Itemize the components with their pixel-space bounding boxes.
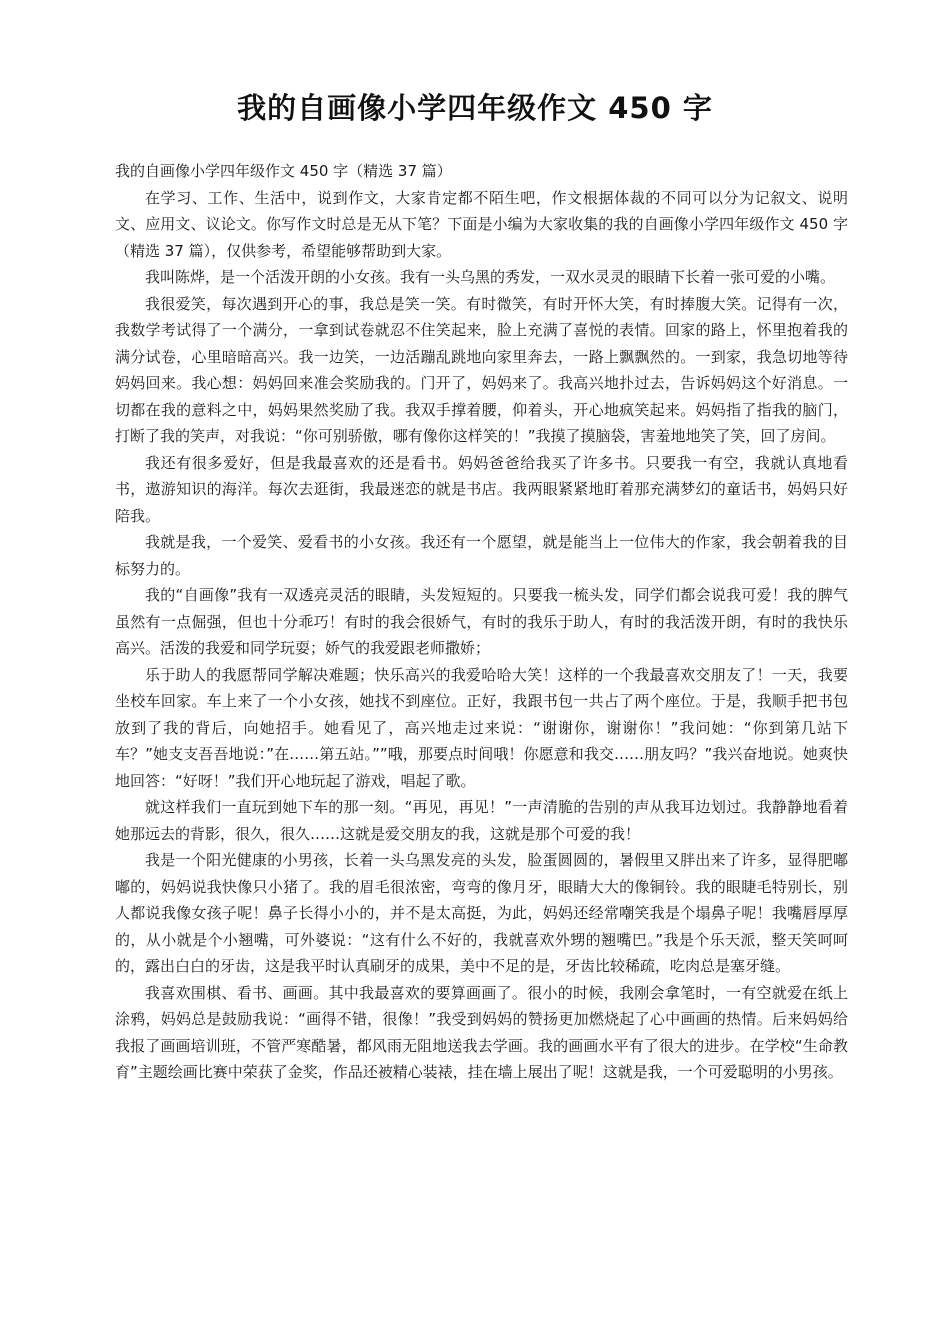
- document-subtitle: 我的自画像小学四年级作文 450 字（精选 37 篇）: [115, 162, 452, 180]
- paragraph: 我的“自画像”我有一双透亮灵活的眼睛，头发短短的。只要我一梳头发，同学们都会说我可爱！我的脾气虽然有一点倔强，但也十分乖巧！有时的我会很娇气，有时的我乐于助人，有时的我活泼开朗，有时的我快乐高兴。活泼的我爱和同学玩耍；娇气的我爱跟老师撒娇；: [115, 586, 848, 657]
- paragraph: 我是一个阳光健康的小男孩，长着一头乌黑发亮的头发，脸蛋圆圆的，暑假里又胖出来了许多，显得肥嘟嘟的，妈妈说我快像只小猪了。我的眉毛很浓密，弯弯的像月牙，眼睛大大的像铜铃。我的眼睫毛特别长，别人都说我像女孩子呢！鼻子长得小小的，并不是太高挺，为此，妈妈还经常嘲笑我是个塌鼻子呢！我嘴唇厚厚的，从小就是个小翘嘴，可外婆说：“这有什么不好的，我就喜欢外甥的翘嘴巴。”我是个乐天派，整天笑呵呵的，露出白白的牙齿，这是我平时认真刷牙的成果，美中不足的是，牙齿比较稀疏，吃肉总是塞牙缝。: [115, 851, 848, 975]
- paragraph: 我很爱笑，每次遇到开心的事，我总是笑一笑。有时微笑，有时开怀大笑，有时捧腹大笑。记得有一次，我数学考试得了一个满分，一拿到试卷就忍不住笑起来，脸上充满了喜悦的表情。回家的路上，怀里抱着我的满分试卷，心里暗暗高兴。我一边笑，一边活蹦乱跳地向家里奔去，一路上飘飘然的。一到家，我急切地等待妈妈回来。我心想：妈妈回来准会奖励我的。门开了，妈妈来了。我高兴地扑过去，告诉妈妈这个好消息。一切都在我的意料之中，妈妈果然奖励了我。我双手撑着腰，仰着头，开心地疯笑起来。妈妈指了指我的脑门，打断了我的笑声，对我说：“你可别骄傲，哪有像你这样笑的！”我摸了摸脑袋，害羞地地笑了笑，回了房间。: [115, 294, 848, 445]
- paragraph: 我喜欢围棋、看书、画画。其中我最喜欢的要算画画了。很小的时候，我刚会拿笔时，一有空就爱在纸上涂鸦，妈妈总是鼓励我说：“画得不错，很像！”我受到妈妈的赞扬更加燃烧起了心中画画的热情。后来妈妈给我报了画画培训班，不管严寒酷暑，都风雨无阻地送我去学画。我的画画水平有了很大的进步。在学校“生命教育”主题绘画比赛中荣获了金奖，作品还被精心装裱，挂在墙上展出了呢！这就是我，一个可爱聪明的小男孩。: [115, 983, 848, 1081]
- paragraph: 我就是我，一个爱笑、爱看书的小女孩。我还有一个愿望，就是能当上一位伟大的作家，我会朝着我的目标努力的。: [115, 533, 848, 578]
- paragraph: 在学习、工作、生活中，说到作文，大家肯定都不陌生吧，作文根据体裁的不同可以分为记叙文、说明文、应用文、议论文。你写作文时总是无从下笔？下面是小编为大家收集的我的自画像小学四年级作文 450 字（精选 37 篇），仅供参考，希望能够帮助到大家。: [115, 188, 848, 260]
- paragraph: 我还有很多爱好，但是我最喜欢的还是看书。妈妈爸爸给我买了许多书。只要我一有空，我就认真地看书，遨游知识的海洋。每次去逛街，我最迷恋的就是书店。我两眼紧紧地盯着那充满梦幻的童话书，妈妈只好陪我。: [115, 453, 848, 525]
- document-title: 我的自画像小学四年级作文 450 字: [237, 91, 713, 125]
- paragraph: 就这样我们一直玩到她下车的那一刻。“再见，再见！”一声清脆的告别的声从我耳边划过。我静静地看着她那远去的背影，很久，很久……这就是爱交朋友的我，这就是那个可爱的我！: [115, 798, 848, 843]
- paragraph: 我叫陈烨，是一个活泼开朗的小女孩。我有一头乌黑的秀发，一双水灵灵的眼睛下长着一张可爱的小嘴。: [145, 268, 836, 286]
- document-body: [115, 158, 848, 1086]
- paragraph: 乐于助人的我愿帮同学解决难题；快乐高兴的我爱哈哈大笑！这样的一个我最喜欢交朋友了！一天，我要坐校车回家。车上来了一个小女孩，她找不到座位。正好，我跟书包一共占了两个座位。于是，我顺手把书包放到了我的背后，向她招手。她看见了，高兴地走过来说：“谢谢你，谢谢你！”我问她：“你到第几站下车？”她支支吾吾地说：”在……第五站。””哦，那要点时间哦！你愿意和我交……朋友吗？”我兴奋地说。她爽快地回答：“好呀！”我们开心地玩起了游戏，唱起了歌。: [115, 665, 848, 790]
